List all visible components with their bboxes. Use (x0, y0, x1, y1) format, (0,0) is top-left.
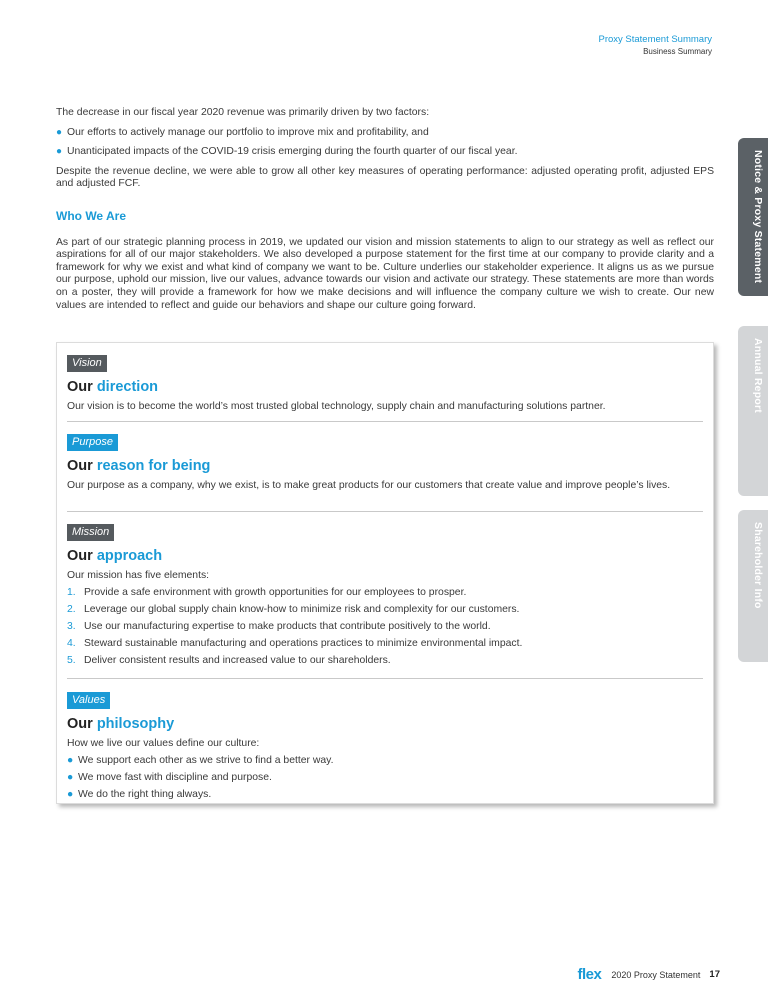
mission-item-text: Leverage our global supply chain know-how to minimize risk and complexity for our customers. (84, 604, 520, 615)
mission-item-text: Use our manufacturing expertise to make products that contribute positively to the world. (84, 621, 491, 632)
mission-item-text: Deliver consistent results and increased value to our shareholders. (84, 655, 391, 666)
values-title-our: Our (67, 716, 93, 732)
mission-item-number: 3. (67, 621, 76, 632)
header-subsection-title: Business Summary (643, 47, 712, 56)
page-number: 17 (709, 969, 720, 980)
tab-label: Annual Report (752, 338, 764, 413)
bullet-icon: ● (56, 146, 63, 158)
purpose-section (67, 432, 703, 492)
who-we-are-heading: Who We Are (56, 208, 127, 223)
bullet-icon: ● (56, 126, 63, 138)
page-footer (578, 966, 721, 983)
tab-shareholder-info[interactable] (738, 510, 768, 662)
vision-body: Our vision is to become the world’s most trusted global technology, supply chain and manufacturing solutions partner. (67, 401, 606, 412)
mission-item-number: 5. (67, 655, 76, 666)
values-title (67, 715, 703, 733)
mission-item (67, 637, 703, 650)
values-intro: How we live our values define our culture: (67, 738, 260, 749)
who-we-are-paragraph: As part of our strategic planning process in 2019, we updated our vision and mission statements to align to our strategy as well as reflect our aspirations for all of our major stakeholders. We also developed a purpose statement for the first time at our company to provide clarity and a framework for why we exist and what kind of company we want to be. Culture underlies our stakeholder experience. It aligns us as we pursue our purpose, uphold our mission, live our values, advance towards our vision and activate our strategy. These statements are more than words on a poster, they will provide a framework for how we make decisions and will influence the company culture we wish to create. Our new values are intended to reflect and guide our behaviors and shape our culture going forward. (56, 236, 714, 311)
tab-notice-proxy-statement[interactable] (738, 138, 768, 296)
intro-paragraph: The decrease in our fiscal year 2020 revenue was primarily driven by two factors: (56, 107, 430, 118)
footer-document-title: 2020 Proxy Statement (611, 969, 701, 980)
vision-title-accent: direction (96, 379, 159, 395)
vision-tag: Vision (67, 355, 107, 372)
revenue-paragraph: Despite the revenue decline, we were able to grow all other key measures of operating performance: adjusted operating profit, adjusted EPS and adjusted FCF. (56, 165, 714, 190)
mission-title (67, 547, 703, 565)
mission-item-number: 2. (67, 604, 76, 615)
bullet-text: Unanticipated impacts of the COVID-19 crisis emerging during the fourth quarter of our fiscal year. (67, 146, 518, 158)
flex-logo: flex (577, 966, 602, 983)
divider (67, 678, 703, 679)
page-header (598, 34, 712, 58)
mission-item-text: Provide a safe environment with growth opportunities for our employees to prosper. (84, 587, 467, 598)
mission-title-accent: approach (96, 548, 163, 564)
purpose-tag: Purpose (67, 434, 118, 451)
values-item-text: We support each other as we strive to find a better way. (78, 755, 334, 766)
purpose-body: Our purpose as a company, why we exist, is to make great products for our customers that create value and improve people’s lives. (67, 480, 671, 491)
mission-item (67, 654, 703, 667)
bullet-icon: ● (67, 755, 74, 766)
tab-annual-report[interactable] (738, 326, 768, 496)
statements-card (56, 342, 714, 804)
values-item (67, 754, 703, 767)
vision-title (67, 378, 703, 396)
bullet-icon: ● (67, 789, 74, 800)
mission-item-text: Steward sustainable manufacturing and operations practices to minimize environmental impact. (84, 638, 523, 649)
values-tag: Values (67, 692, 110, 709)
mission-section (67, 522, 703, 667)
purpose-title (67, 457, 703, 475)
mission-title-our: Our (67, 548, 93, 564)
values-item (67, 788, 703, 801)
mission-item (67, 586, 703, 599)
values-title-accent: philosophy (96, 716, 175, 732)
header-section-title: Proxy Statement Summary (598, 34, 712, 45)
mission-tag: Mission (67, 524, 114, 541)
mission-item-number: 4. (67, 638, 76, 649)
bullet-icon: ● (67, 772, 74, 783)
divider (67, 421, 703, 422)
mission-item (67, 603, 703, 616)
vision-section (67, 353, 703, 413)
values-item (67, 771, 703, 784)
tab-label: Notice & Proxy Statement (752, 150, 764, 284)
values-section (67, 690, 703, 801)
purpose-title-accent: reason for being (96, 458, 211, 474)
mission-item-number: 1. (67, 587, 76, 598)
mission-intro: Our mission has five elements: (67, 570, 210, 581)
bullet-text: Our efforts to actively manage our portfolio to improve mix and profitability, and (67, 126, 429, 138)
main-content (56, 107, 714, 312)
values-item-text: We move fast with discipline and purpose. (78, 772, 272, 783)
divider (67, 511, 703, 512)
mission-item (67, 620, 703, 633)
intro-bullet (56, 127, 714, 140)
intro-bullet (56, 146, 714, 159)
vision-title-our: Our (67, 379, 93, 395)
tab-label: Shareholder Info (752, 522, 764, 609)
values-item-text: We do the right thing always. (78, 789, 212, 800)
purpose-title-our: Our (67, 458, 93, 474)
